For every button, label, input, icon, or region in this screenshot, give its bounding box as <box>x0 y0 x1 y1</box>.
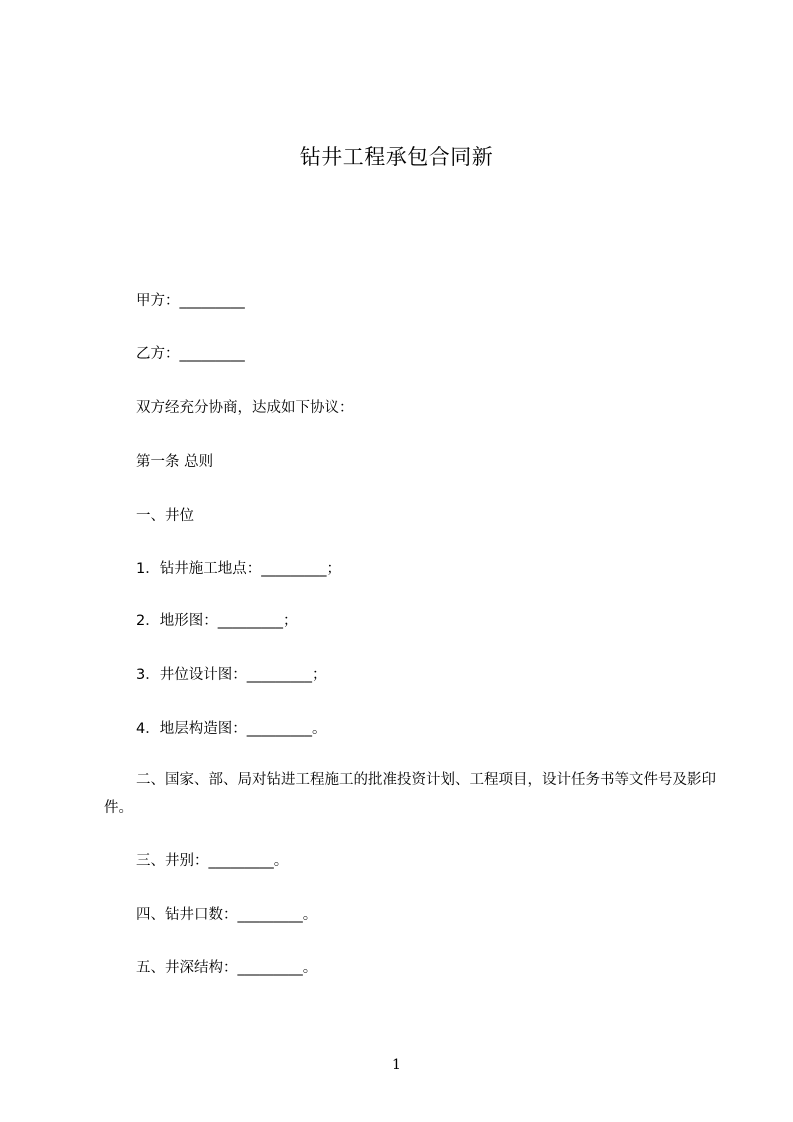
party-b-line: 乙方：_________ <box>136 346 245 362</box>
list-item-structure-map: 4．地层构造图：_________。 <box>136 721 327 737</box>
list-item-topographic-map: 2．地形图：_________； <box>136 613 298 629</box>
approval-documents-paragraph: 二、国家、部、局对钻进工程施工的批准投资计划、工程项目，设计任务书等文件号及影印件。 <box>104 772 716 816</box>
agreement-intro-line: 双方经充分协商，达成如下协议： <box>136 400 354 416</box>
list-item-drilling-site: 1．钻井施工地点：_________； <box>136 561 341 577</box>
list-item-well-design-map: 3．井位设计图：_________； <box>136 667 327 683</box>
section-well-location-heading: 一、井位 <box>136 508 194 524</box>
well-depth-structure-line: 五、井深结构：_________。 <box>136 960 318 976</box>
party-a-line: 甲方：_________ <box>136 293 245 309</box>
page-number: 1 <box>392 1057 401 1073</box>
article-one-heading: 第一条 总则 <box>136 454 214 470</box>
well-count-line: 四、钻井口数：_________。 <box>136 907 318 923</box>
well-type-line: 三、井别：_________。 <box>136 853 289 869</box>
page-title: 钻井工程承包合同新 <box>299 145 494 169</box>
